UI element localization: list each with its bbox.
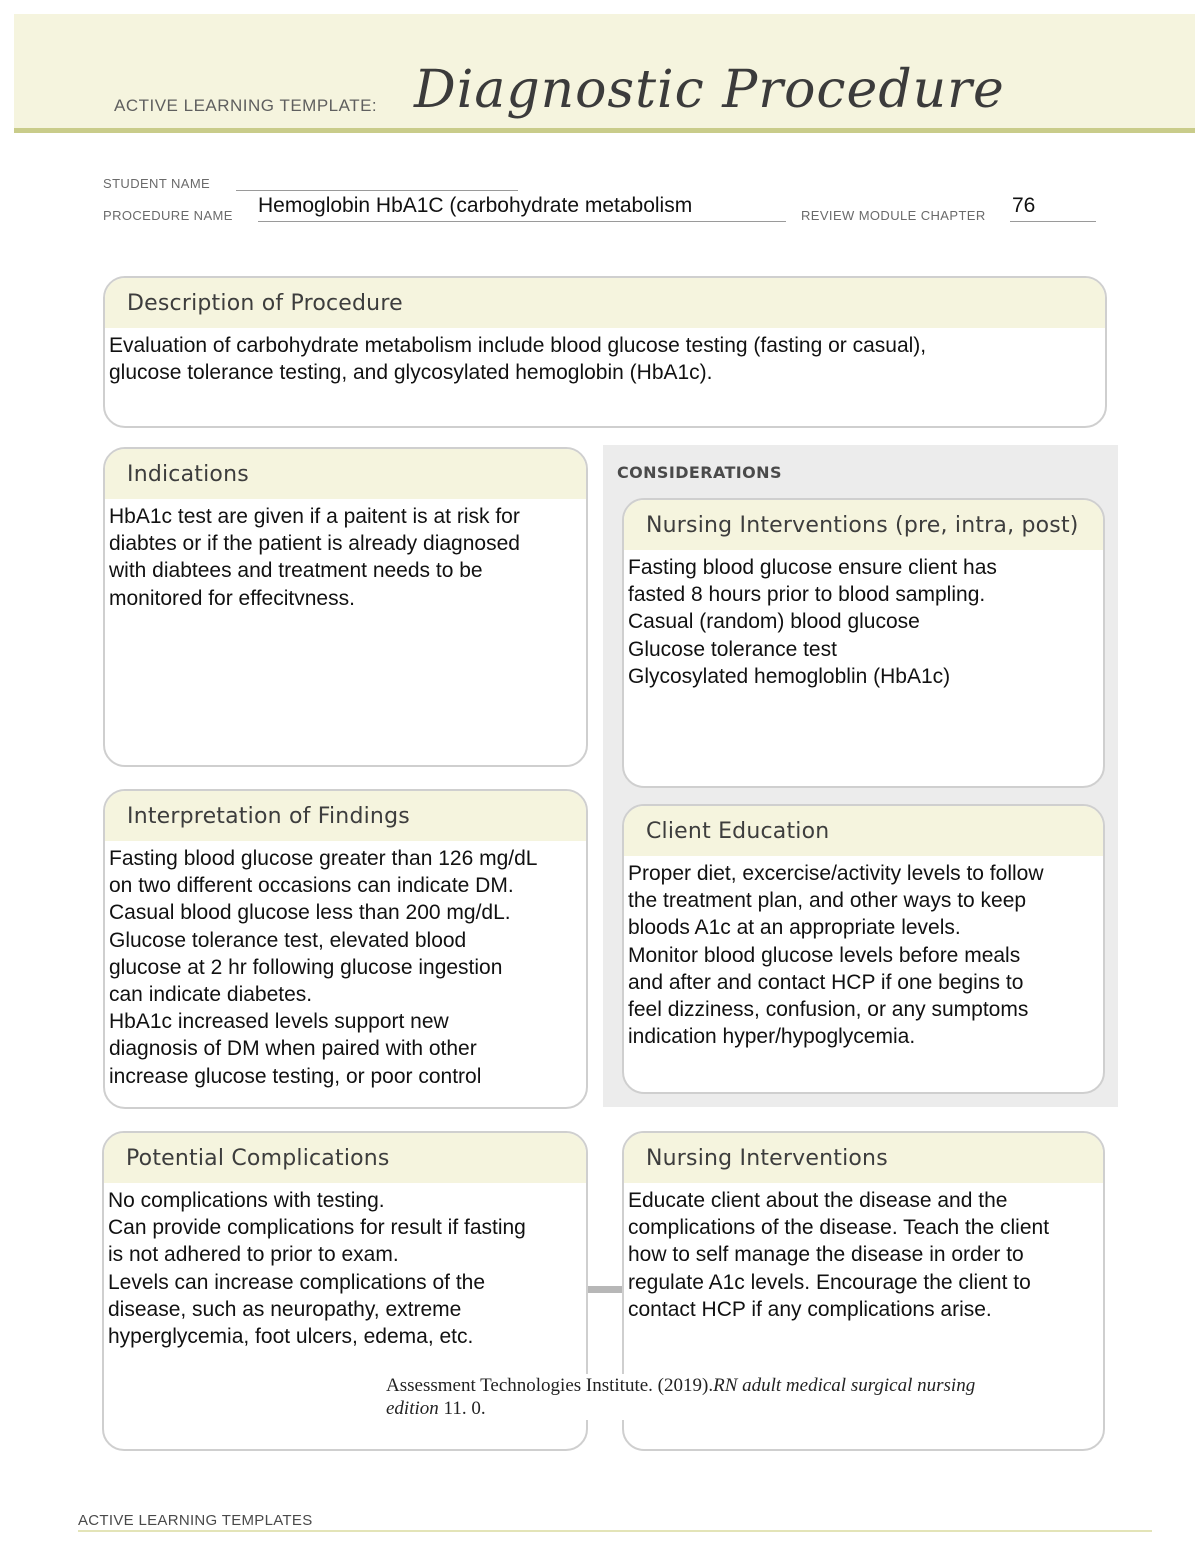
interpretation-title: Interpretation of Findings [105, 791, 586, 841]
nursing-interventions-body[interactable]: Educate client about the disease and the complications of the disease. Teach the client how to self manage the disease in order to regulate A1c levels. Encourage the client to contact HCP if any complications arise. [628, 1189, 1050, 1321]
header-rule [14, 128, 1195, 133]
review-module-label: REVIEW MODULE CHAPTER [801, 208, 986, 223]
client-education-body[interactable]: Proper diet, excercise/activity levels to follow the treatment plan, and other ways to keep bloods A1c at an appropriate levels. Monitor blood glucose levels before meals and after and contact HCP if one begins to feel dizziness, confusion, or any sumptoms indication hyper/hypoglycemia. [628, 862, 1044, 1049]
review-module-field[interactable]: 76 [1012, 194, 1036, 217]
procedure-name-field[interactable]: Hemoglobin HbA1C (carbohydrate metabolism [258, 194, 693, 217]
student-name-label: STUDENT NAME [103, 176, 211, 191]
panel-connector [588, 1286, 622, 1293]
citation-prefix: Assessment Technologies Institute. (2019). [386, 1375, 714, 1396]
nursing-pre-panel [622, 498, 1105, 788]
description-title: Description of Procedure [105, 278, 1105, 328]
citation-suffix: 11. 0. [438, 1398, 486, 1419]
interpretation-body[interactable]: Fasting blood glucose greater than 126 mg/dL on two different occasions can indicate DM. Casual blood glucose less than 200 mg/dL. Glucose tolerance test, elevated blood glucose at 2 hr following glucose ingestion can indicate diabetes. HbA1c increased levels support new diagnosis of DM when paired with other increase glucose testing, or poor control [109, 847, 538, 1088]
description-body[interactable]: Evaluation of carbohydrate metabolism include blood glucose testing (fasting or casual), glucose tolerance testing, and glycosylated hemoglobin (HbA1c). [109, 334, 927, 385]
indications-panel [103, 447, 588, 767]
student-name-underline [236, 190, 518, 191]
template-label: ACTIVE LEARNING TEMPLATE: [114, 96, 378, 115]
considerations-label: CONSIDERATIONS [617, 463, 782, 482]
nursing-pre-title: Nursing Interventions (pre, intra, post) [624, 500, 1103, 550]
client-education-panel [622, 804, 1105, 1094]
citation [386, 1374, 986, 1420]
page-title: Diagnostic Procedure [414, 60, 1005, 120]
complications-title: Potential Complications [104, 1133, 586, 1183]
procedure-name-underline [258, 221, 786, 222]
nursing-interventions-title: Nursing Interventions [624, 1133, 1103, 1183]
description-panel [103, 276, 1107, 428]
footer-rule [78, 1530, 1152, 1532]
interpretation-panel [103, 789, 588, 1109]
footer-label: ACTIVE LEARNING TEMPLATES [78, 1512, 313, 1529]
client-education-title: Client Education [624, 806, 1103, 856]
indications-title: Indications [105, 449, 586, 499]
review-module-underline [1010, 221, 1096, 222]
nursing-pre-body[interactable]: Fasting blood glucose ensure client has fasted 8 hours prior to blood sampling. Casual (random) blood glucose Glucose tolerance test Glycosylated hemogloblin (HbA1c) [628, 556, 997, 688]
citation-title: RN adult medical surgical nursing edition [386, 1375, 976, 1419]
indications-body[interactable]: HbA1c test are given if a paitent is at risk for diabtes or if the patient is already diagnosed with diabtees and treatment needs to be monitored for effecitvness. [109, 505, 520, 610]
procedure-name-label: PROCEDURE NAME [103, 208, 233, 223]
complications-body[interactable]: No complications with testing. Can provide complications for result if fasting is not adhered to prior to exam. Levels can increase complications of the disease, such as neuropathy, extreme hyperglycemia, foot ulcers, edema, etc. [108, 1189, 526, 1349]
